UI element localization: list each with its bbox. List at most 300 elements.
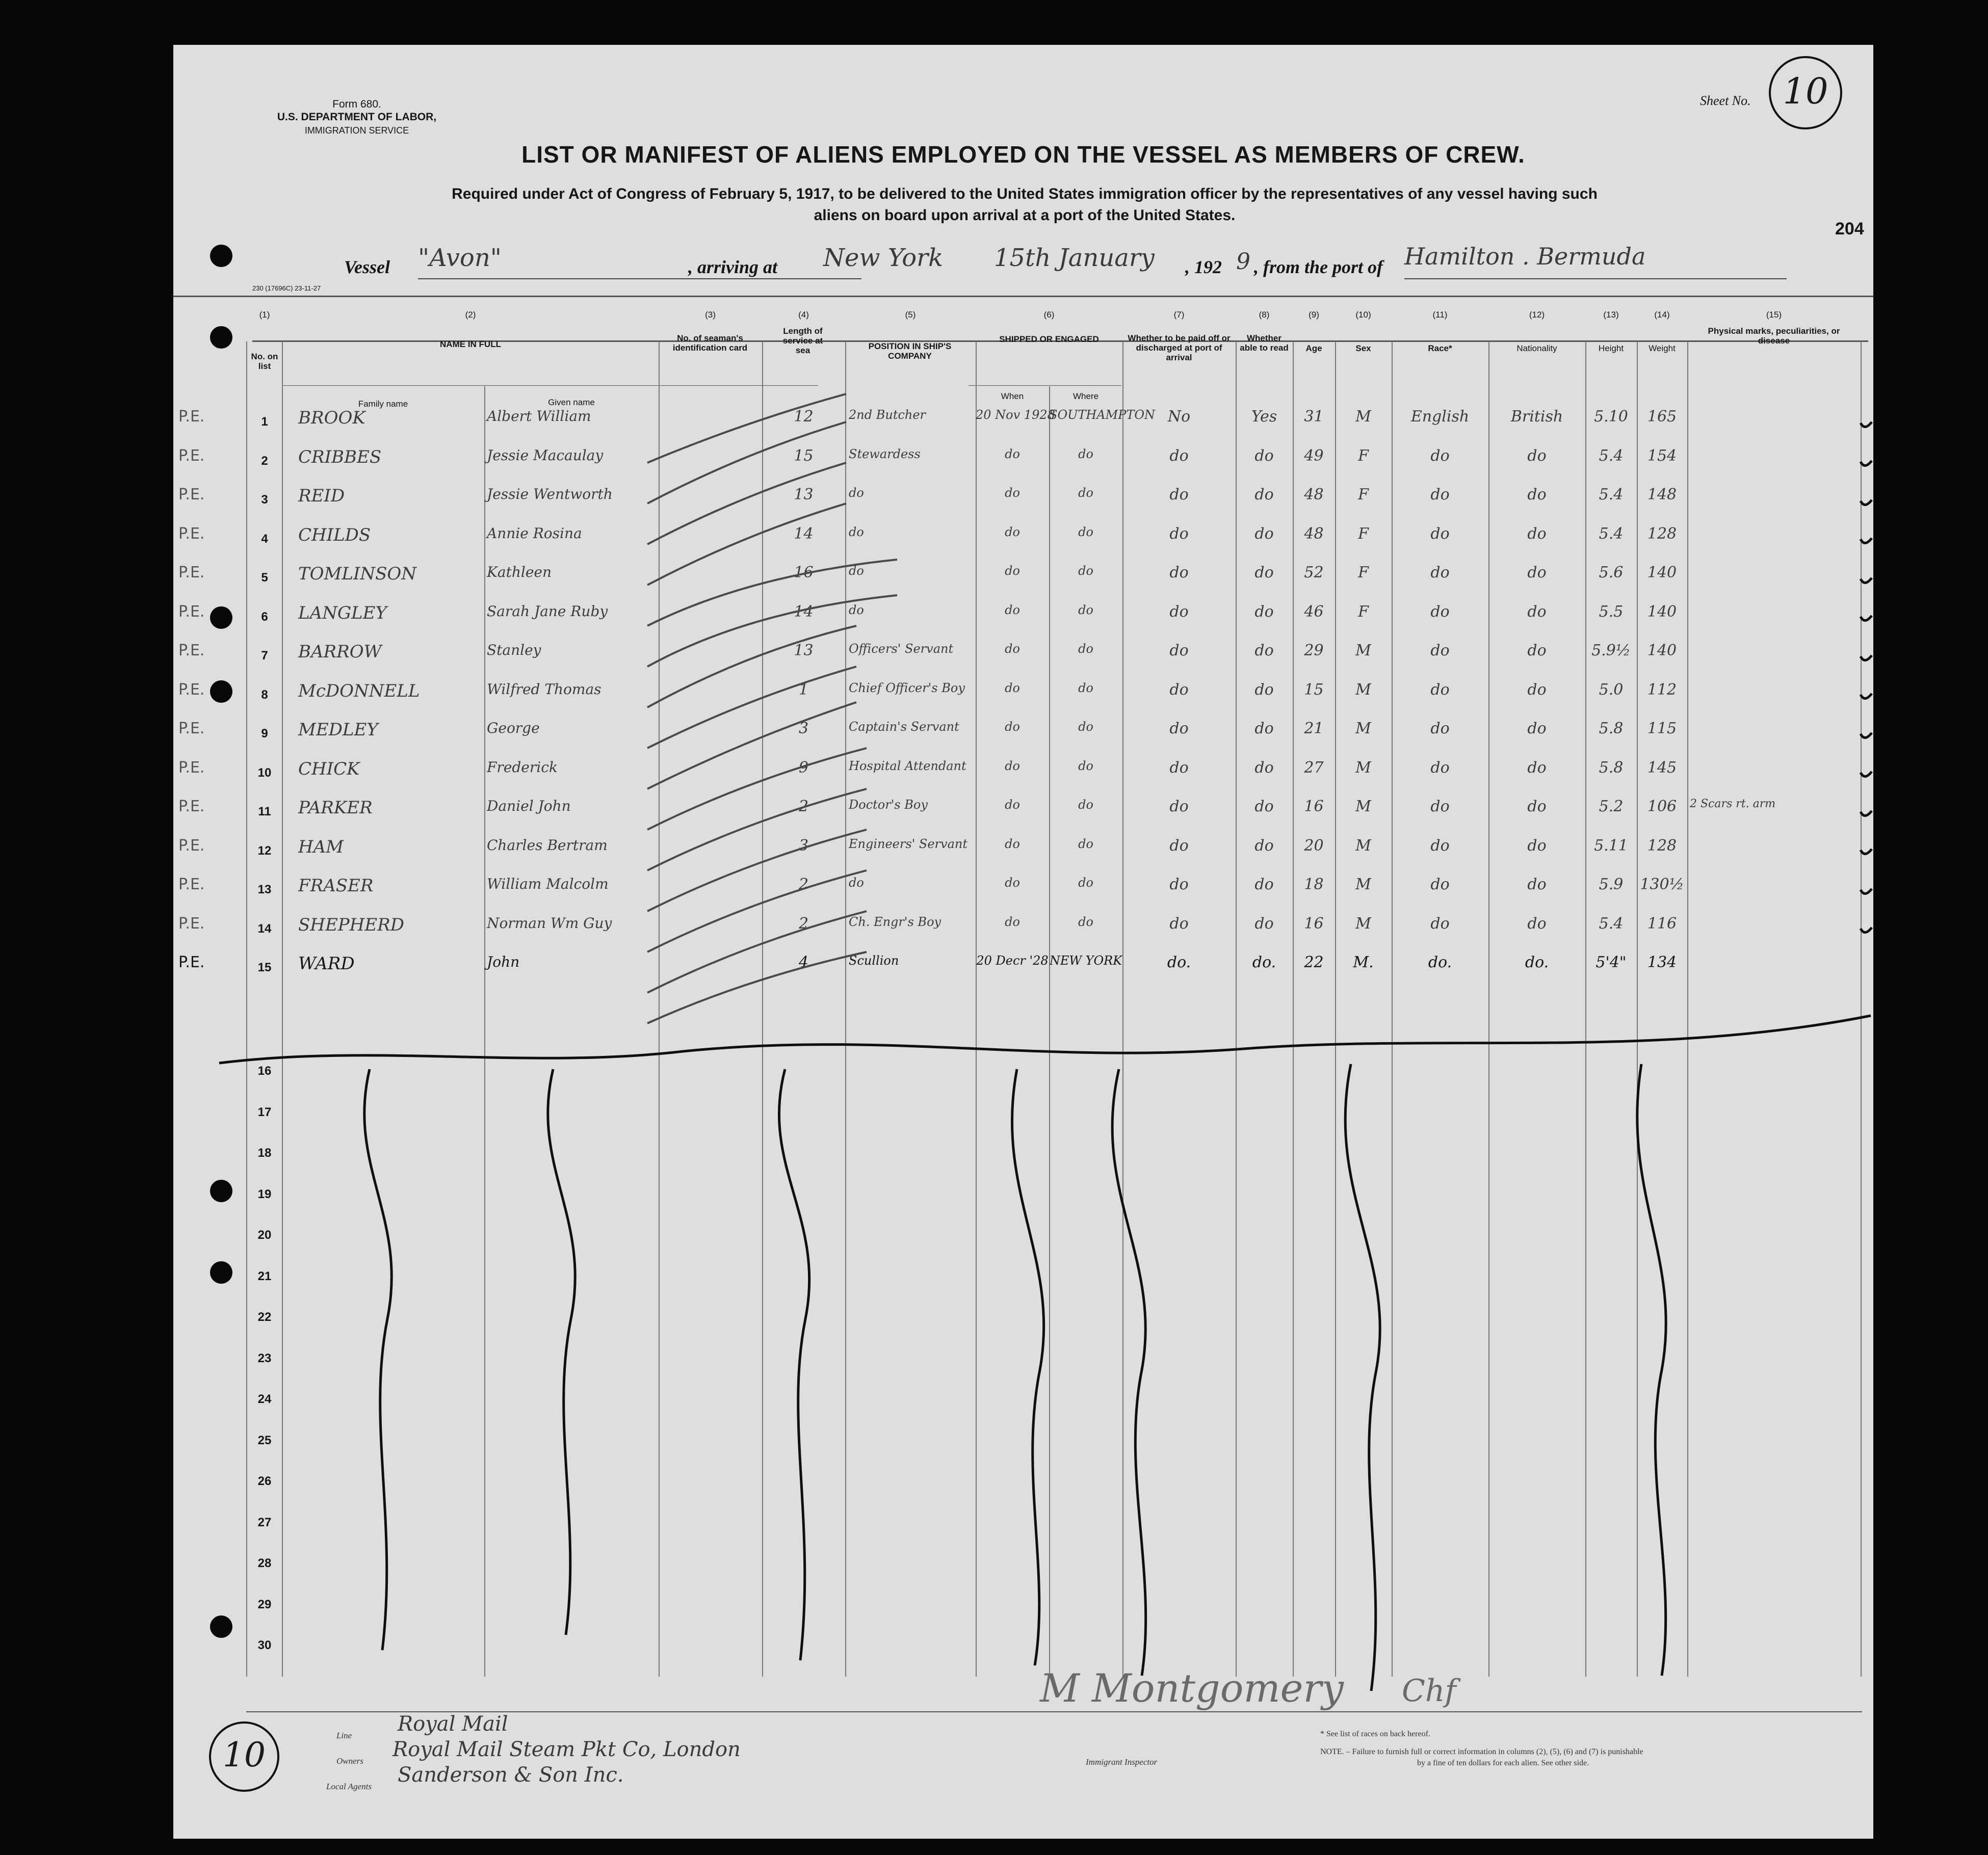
cell-position: Ch. Engr's Boy [849,914,941,929]
cell-sex: M [1355,836,1371,855]
cell-service: 2 [798,914,809,933]
cell-position: do [849,876,864,890]
cell-no: 2 [261,454,268,468]
cell-nationality: do [1527,642,1547,659]
cell-height: 5.2 [1599,798,1624,815]
empty-row-number: 20 [257,1228,272,1242]
cell-age: 16 [1304,914,1324,933]
cell-height: 5.11 [1594,836,1628,855]
punch-hole [210,1615,232,1638]
cell-no: 10 [257,765,272,780]
from-label: , from the port of [1254,257,1383,277]
cell-age: 52 [1304,564,1324,581]
cell-position: do [849,602,864,617]
cell-paid: No [1167,408,1191,426]
cell-age: 22 [1304,953,1324,971]
cell-height: 5'4" [1595,953,1627,971]
cell-where: NEW YORK [1049,953,1122,968]
cell-race: do [1430,836,1450,855]
cell-height: 5.4 [1599,914,1624,933]
cell-sex: M [1355,798,1371,815]
cell-read: do [1254,758,1274,777]
cell-position: Scullion [849,953,899,968]
punch-hole [210,245,232,267]
cell-weight: 140 [1647,642,1677,659]
cell-race: do [1430,798,1450,815]
cell-paid: do. [1167,953,1191,971]
line-label: Line [336,1731,352,1740]
department-name: U.S. DEPARTMENT OF LABOR, [277,111,437,123]
cell-service: 1 [798,680,809,699]
cell-paid: do [1169,446,1189,465]
cell-height: 5.6 [1599,564,1624,581]
cell-weight: 148 [1647,486,1677,503]
cell-given: Wilfred Thomas [487,680,601,698]
cell-family: TOMLINSON [298,564,417,584]
cell-read: do [1254,836,1274,855]
cell-age: 16 [1304,798,1324,815]
col-num-5: (5) [905,310,916,320]
cell-no: 3 [261,493,268,507]
cell-paid: do [1169,486,1189,503]
owners-label: Owners [336,1756,363,1766]
cell-where: do [1078,524,1093,539]
cell-given: Frederick [487,758,558,776]
signature-suffix: Chf [1402,1673,1456,1709]
cell-where: do [1078,836,1093,851]
cell-position: Hospital Attendant [849,758,966,773]
cell-paid: do [1169,642,1189,659]
vessel-label: Vessel [344,257,390,277]
cell-service: 13 [794,486,814,503]
circled-number [209,1721,279,1792]
col-head-where: Where [1073,391,1099,401]
cell-no: 14 [257,921,272,936]
cell-when: do [1005,602,1020,617]
line-value: Royal Mail [398,1712,508,1736]
cell-paid: do [1169,602,1189,621]
cell-sex: M [1355,758,1371,777]
cell-paid: do [1169,758,1189,777]
empty-row-strike-lines [364,1064,1666,1691]
cell-race: do [1430,642,1450,659]
cell-height: 5.5 [1599,602,1624,621]
col-num-1: (1) [259,310,270,320]
cell-family: REID [298,486,345,506]
cell-when: do [1005,446,1020,461]
cell-read: Yes [1251,408,1277,426]
page-title: LIST OR MANIFEST OF ALIENS EMPLOYED ON THE VESSEL AS MEMBERS OF CREW. [521,141,1525,168]
cell-position: Chief Officer's Boy [849,680,965,695]
cell-height: 5.0 [1599,680,1624,699]
cell-pe: P.E. [178,798,205,815]
empty-row-number: 16 [257,1064,272,1078]
cell-no: 7 [261,649,268,662]
cell-race: do [1430,486,1450,503]
cell-paid: do [1169,914,1189,933]
cell-race: do [1430,680,1450,699]
cell-where: do [1078,446,1093,461]
cell-family: MEDLEY [298,720,378,740]
cell-age: 31 [1304,408,1324,426]
cell-sex: M [1355,914,1371,933]
cell-paid: do [1169,524,1189,543]
cell-service: 9 [798,758,809,777]
cell-given: Stanley [487,642,541,658]
cell-sex: F [1358,486,1369,503]
cell-no: 5 [261,571,268,585]
cell-read: do [1254,642,1274,659]
cell-given: John [487,953,520,970]
cell-when: 20 Nov 1928 [976,408,1055,422]
cell-weight: 145 [1647,758,1677,777]
cell-position: Officers' Servant [849,642,954,656]
cell-where: do [1078,720,1093,734]
col-num-13: (13) [1603,310,1619,320]
cell-service: 16 [794,564,814,581]
col-head-nationality: Nationality [1516,343,1557,353]
circled-number-text: 10 [223,1735,266,1774]
cell-read: do [1254,876,1274,893]
cell-read: do [1254,446,1274,465]
cell-family: SHEPHERD [298,914,404,935]
subtitle-line-2: aliens on board upon arrival at a port of the United States. [814,207,1236,224]
cell-race: do [1430,446,1450,465]
col-head-when: When [1001,391,1024,401]
col-head-race: Race* [1428,343,1452,353]
cell-given: Daniel John [487,798,571,814]
cell-weight: 140 [1647,564,1677,581]
cell-service: 3 [798,836,809,855]
cell-service: 2 [798,876,809,893]
cell-weight: 115 [1647,720,1677,737]
cell-where: do [1078,602,1093,617]
cell-paid: do [1169,680,1189,699]
agents-value: Sanderson & Son Inc. [398,1763,624,1787]
col-head-id-card: No. of seaman's identification card [672,333,748,353]
empty-row-number: 26 [257,1474,272,1488]
cell-service: 12 [794,408,814,426]
cell-when: do [1005,524,1020,539]
cell-height: 5.10 [1594,408,1628,426]
cell-marks: 2 Scars rt. arm [1690,798,1776,810]
cell-family: PARKER [298,798,373,818]
cell-sex: M [1355,720,1371,737]
cell-family: McDONNELL [298,680,420,701]
punch-hole [210,326,232,349]
cell-race: do [1430,914,1450,933]
cell-no: 12 [257,843,272,858]
cell-weight: 116 [1647,914,1677,933]
cell-sex: M [1355,642,1371,659]
end-of-list-line [219,1016,1871,1063]
cell-race: English [1410,408,1470,426]
cell-family: WARD [298,953,355,974]
cell-weight: 128 [1647,836,1677,855]
cell-no: 13 [257,883,272,896]
col-head-shipped: SHIPPED OR ENGAGED [999,334,1099,344]
empty-row-number: 30 [257,1638,272,1652]
cell-weight: 128 [1647,524,1677,543]
cell-read: do. [1252,953,1276,971]
cell-pe: P.E. [178,836,205,855]
cell-given: Albert William [487,408,591,425]
punch-hole [210,1180,232,1202]
cell-height: 5.9 [1599,876,1624,893]
arrival-date: 15th January [994,244,1155,272]
penalty-note-2: by a fine of ten dollars for each alien. See other side. [1417,1759,1589,1767]
printer-code: 230 (17696C) 23-11-27 [252,284,321,292]
cell-no: 6 [261,610,268,624]
cell-paid: do [1169,836,1189,855]
cell-service: 2 [798,798,809,815]
cell-given: Sarah Jane Ruby [487,602,608,620]
cell-service: 14 [794,602,814,621]
cell-sex: M [1355,408,1371,426]
cell-where: do [1078,876,1093,890]
cell-sex: M [1355,680,1371,699]
right-check-marks [1861,422,1872,933]
cell-where: do [1078,564,1093,578]
cell-where: do [1078,758,1093,773]
cell-age: 15 [1304,680,1324,699]
cell-nationality: do [1527,680,1547,699]
cell-given: Jessie Macaulay [487,446,604,464]
cell-family: CHILDS [298,524,371,545]
races-note: * See list of races on back hereof. [1320,1730,1430,1738]
cell-when: do [1005,876,1020,890]
cell-nationality: do [1527,446,1547,465]
col-head-sex: Sex [1355,343,1371,353]
cell-weight: 106 [1647,798,1677,815]
empty-row-number: 19 [257,1187,272,1201]
cell-nationality: British [1510,408,1563,426]
cell-position: Doctor's Boy [849,798,928,812]
cell-given: Jessie Wentworth [487,486,613,502]
cell-when: do [1005,836,1020,851]
cell-weight: 140 [1647,602,1677,621]
cell-race: do [1430,602,1450,621]
col-head-paid-off: Whether to be paid off or discharged at port of arrival [1128,333,1231,362]
service-name: IMMIGRATION SERVICE [304,125,409,136]
cell-read: do [1254,524,1274,543]
cell-family: CRIBBES [298,446,382,467]
cell-pe: P.E. [178,720,205,737]
cell-pe: P.E. [178,914,205,933]
sheet-label: Sheet No. [1700,93,1751,108]
cell-nationality: do [1527,486,1547,503]
col-head-length-service: Length of service at sea [782,326,823,355]
cell-where: SOUTHAMPTON [1049,408,1156,422]
empty-row-number: 29 [257,1597,272,1611]
cell-nationality: do [1527,836,1547,855]
cell-height: 5.4 [1599,446,1624,465]
cell-sex: F [1358,446,1369,465]
cell-pe: P.E. [178,446,205,465]
cell-paid: do [1169,720,1189,737]
col-num-15: (15) [1766,310,1782,320]
form-number: Form 680. [332,98,381,110]
cell-when: do [1005,914,1020,929]
empty-row-number: 24 [257,1392,272,1406]
col-num-8: (8) [1259,310,1270,320]
penalty-note-1: NOTE. – Failure to furnish full or correct information in columns (2), (5), (6) and (7) is punishable [1320,1747,1643,1756]
cell-age: 49 [1304,446,1324,465]
cell-read: do [1254,720,1274,737]
col-head-weight: Weight [1649,343,1676,353]
cell-height: 5.8 [1599,758,1624,777]
cell-nationality: do [1527,758,1547,777]
col-head-able-read: Whether able to read [1240,333,1289,353]
cell-weight: 112 [1647,680,1677,699]
cell-nationality: do [1527,720,1547,737]
cell-service: 13 [794,642,814,659]
cell-paid: do [1169,798,1189,815]
cell-nationality: do. [1525,953,1549,971]
cell-given: Kathleen [487,564,552,580]
punch-hole [210,680,232,703]
cell-family: BROOK [298,408,365,428]
agents-label: Local Agents [326,1782,372,1791]
cell-age: 27 [1304,758,1324,777]
cell-height: 5.8 [1599,720,1624,737]
arriving-label: , arriving at [688,257,778,277]
cell-when: do [1005,486,1020,500]
cell-position: 2nd Butcher [849,408,926,422]
year-prefix: , 192 [1185,257,1222,277]
cell-race: do [1430,758,1450,777]
col-head-family-name: Family name [358,399,408,409]
cell-no: 9 [261,727,268,740]
sheet-number: 10 [1783,70,1828,112]
empty-row-number: 18 [257,1146,272,1160]
cell-pe: P.E. [178,564,205,581]
col-num-4: (4) [798,310,809,320]
cell-where: do [1078,680,1093,695]
cell-position: Stewardess [849,446,921,461]
cell-sex: F [1358,524,1369,543]
cell-family: FRASER [298,876,374,896]
cell-service: 15 [794,446,814,465]
cell-nationality: do [1527,564,1547,581]
cell-pe: P.E. [178,486,205,503]
cell-family: CHICK [298,758,360,779]
cell-read: do [1254,486,1274,503]
immigrant-inspector-label: Immigrant Inspector [1086,1757,1158,1767]
col-head-given-name: Given name [548,398,595,407]
cell-service: 14 [794,524,814,543]
cell-sex: F [1358,564,1369,581]
col-num-3: (3) [705,310,716,320]
cell-position: do [849,564,864,578]
col-head-no-on-list: No. on list [251,352,278,371]
cell-race: do. [1428,953,1452,971]
cell-read: do [1254,602,1274,621]
cell-where: do [1078,798,1093,812]
cell-given: William Malcolm [487,876,609,892]
cell-given: Annie Rosina [487,524,582,542]
cell-service: 3 [798,720,809,737]
from-port: Hamilton . Bermuda [1404,243,1646,270]
stamp-number: 204 [1835,219,1864,238]
cell-nationality: do [1527,524,1547,543]
col-num-11: (11) [1432,310,1448,320]
cell-pe: P.E. [178,758,205,777]
cell-read: do [1254,564,1274,581]
cell-no: 8 [261,687,268,702]
cell-nationality: do [1527,914,1547,933]
manifest-sheet [173,45,1873,1839]
punch-hole [210,1261,232,1284]
arriving-port: New York [823,244,944,272]
year-suffix: 9 [1236,249,1250,275]
cell-where: do [1078,642,1093,656]
cell-height: 5.9½ [1591,642,1631,659]
empty-row-number: 23 [257,1351,272,1365]
vessel-name: "Avon" [418,244,502,272]
cell-pe: P.E. [178,642,205,659]
col-num-2: (2) [465,310,476,320]
cell-weight: 154 [1647,446,1677,465]
col-num-12: (12) [1529,310,1545,320]
cell-pe: P.E. [178,408,205,426]
cell-weight: 134 [1647,953,1677,971]
cell-where: do [1078,486,1093,500]
cell-given: George [487,720,540,736]
cell-weight: 165 [1647,408,1677,426]
cell-age: 18 [1304,876,1324,893]
cell-race: do [1430,720,1450,737]
empty-row-number: 17 [257,1105,272,1119]
empty-row-number: 22 [257,1310,272,1324]
owners-value: Royal Mail Steam Pkt Co, London [393,1738,741,1761]
pencil-marks [173,45,1873,1727]
cell-sex: F [1358,602,1369,621]
cell-race: do [1430,564,1450,581]
cell-family: BARROW [298,642,382,662]
cell-family: HAM [298,836,344,857]
cell-paid: do [1169,876,1189,893]
cell-nationality: do [1527,876,1547,893]
cell-when: do [1005,758,1020,773]
cell-sex: M. [1353,953,1374,971]
cell-weight: 130½ [1640,876,1684,893]
cell-service: 4 [798,953,809,971]
col-num-10: (10) [1355,310,1371,320]
subtitle-line-1: Required under Act of Congress of February 5, 1917, to be delivered to the United States immigration officer by the representatives of any vessel having such [452,186,1598,202]
cell-when: do [1005,680,1020,695]
cell-paid: do [1169,564,1189,581]
cell-position: Engineers' Servant [849,836,967,851]
cell-when: do [1005,564,1020,578]
cell-when: do [1005,798,1020,812]
empty-row-number: 27 [257,1515,272,1529]
cell-age: 46 [1304,602,1324,621]
cell-pe: P.E. [178,524,205,543]
cell-no: 1 [261,415,268,429]
cell-position: do [849,524,864,539]
cell-position: do [849,486,864,500]
cell-read: do [1254,798,1274,815]
punch-hole [210,606,232,629]
cell-given: Norman Wm Guy [487,914,612,932]
col-num-9: (9) [1309,310,1319,320]
cell-age: 48 [1304,524,1324,543]
empty-row-number: 28 [257,1556,272,1570]
col-head-physical: Physical marks, peculiarities, or disease [1708,326,1840,346]
cell-age: 48 [1304,486,1324,503]
cell-where: do [1078,914,1093,929]
